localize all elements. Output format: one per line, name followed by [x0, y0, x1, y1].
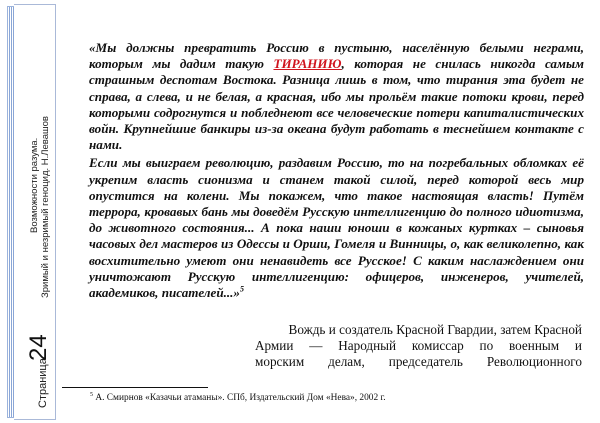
caption-line-1: Вождь и создатель Красной Гвардии, затем Красной [288, 322, 582, 337]
page-sidebar [0, 0, 57, 423]
page-number: 24 [25, 334, 52, 361]
page-label: Страница [37, 358, 49, 408]
quote-paragraph-2 [89, 155, 584, 301]
footnote-divider [62, 387, 208, 388]
footnote [90, 393, 386, 403]
portrait-caption [255, 322, 582, 371]
quotation-block [89, 40, 584, 301]
quote-p2-text: Если мы выиграем революцию, раздавим Россию, то на погребальных обломках её укрепим власть сионизма и станем такой силой, перед которой весь мир опустится на колени. Мы покажем, что такое настоящая власть! Путём террора, кровавых бань мы доведём Русскую интеллигенцию до полного идиотизма, до животного состояния... А пока наши юноши в кожаных куртках – сыновья часовых дел мастеров из Одессы и Орши, Гомеля и Винницы, о, как великолепно, как восхитительно умеют они ненавидеть все Русское! С каким наслаждением они уничтожают Русскую интеллигенцию: офицеров, инженеров, учителей, академиков, писателей...» [89, 155, 584, 301]
highlighted-word: ТИРАНИЮ [273, 56, 342, 72]
book-title: Зримый и незримый геноцид. Н.Левашов [40, 116, 51, 298]
chapter-topic: Возможности разума. [29, 137, 40, 233]
quote-paragraph-1 [89, 40, 584, 153]
footnote-reference[interactable]: 5 [239, 284, 244, 294]
caption-line-2: Армии — Народный комиссар по военным и [255, 338, 582, 354]
quote-p1-start: «Мы должны превратить Россию в пустыню, населённую белыми неграми, которым мы дадим такую [89, 40, 584, 72]
quote-p1-end: , которая не снилась никогда самым страшным деспотам Востока. Разница лишь в том, что тирания эта будет не справа, а слева, и не белая, а красная, ибо мы прольём такие потоки крови, перед которыми содрогнутся и побледнеют все человеческие потери капиталистических войн. Крупнейшие банкиры из-за океана будут работать в теснейшем контакте с нами. [89, 56, 584, 153]
footnote-number: 5 [90, 391, 93, 398]
footnote-text: А. Смирнов «Казачьи атаманы». СПб, Издательский Дом «Нева», 2002 г. [93, 393, 386, 403]
caption-line-3: морским делам, председатель Революционного [255, 354, 582, 370]
